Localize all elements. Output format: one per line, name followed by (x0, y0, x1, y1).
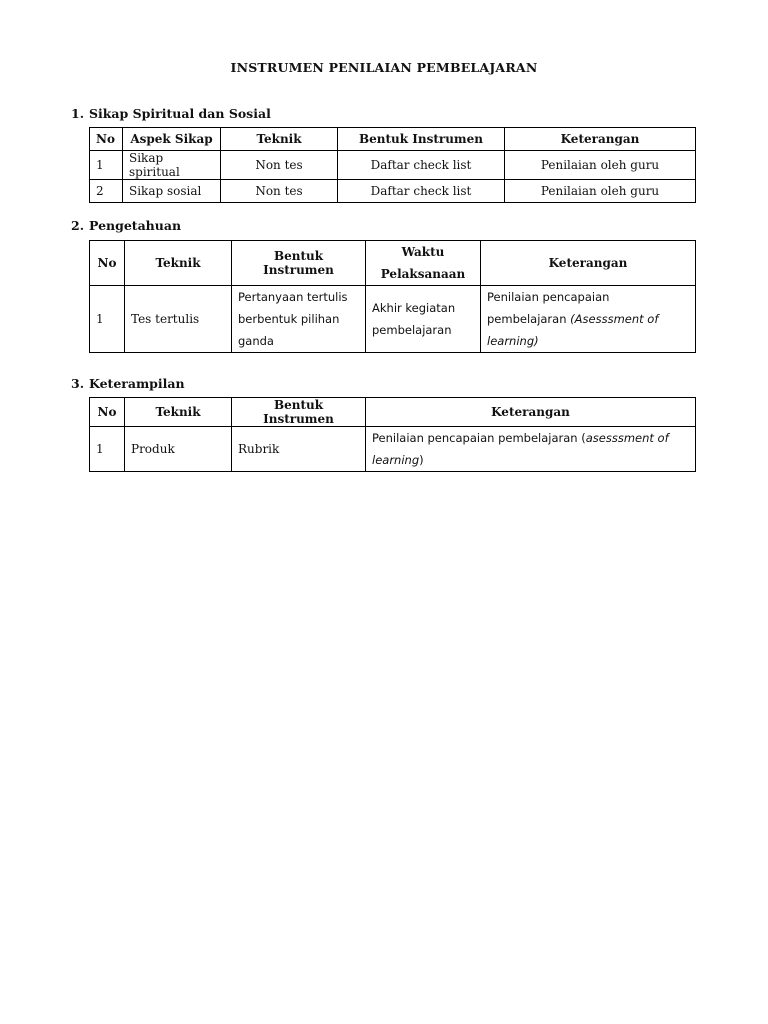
col-header-bentuk-instrumen: Bentuk Instrumen (232, 241, 366, 286)
page-title: INSTRUMEN PENILAIAN PEMBELAJARAN (230, 60, 538, 75)
keterangan-close: ) (419, 453, 424, 467)
cell-aspek-sikap: Sikap spiritual (123, 151, 221, 180)
cell-bentuk-instrumen: Pertanyaan tertulis berbentuk pilihan ganda (232, 286, 366, 353)
col-header-no: No (90, 128, 123, 151)
section-heading-keterampilan (71, 376, 185, 391)
col-header-keterangan: Keterangan (366, 398, 696, 427)
keterangan-italic-text: (Asesssment of learning) (487, 312, 659, 348)
section-title: Sikap Spiritual dan Sosial (89, 106, 271, 121)
keterangan-italic-text: asesssment of learning (372, 431, 669, 467)
cell-teknik: Tes tertulis (125, 286, 232, 353)
cell-no: 1 (90, 427, 125, 472)
col-header-teknik: Teknik (125, 241, 232, 286)
table-row (90, 286, 696, 353)
sikap-table (89, 127, 696, 203)
cell-teknik: Non tes (221, 151, 338, 180)
col-header-bentuk-instrumen: Bentuk Instrumen (232, 398, 366, 427)
cell-keterangan: Penilaian oleh guru (505, 180, 696, 203)
cell-keterangan (366, 427, 696, 472)
section-number: 2. (71, 218, 85, 233)
section-title: Pengetahuan (89, 218, 182, 233)
table-header-row (90, 128, 696, 151)
table-header-row (90, 398, 696, 427)
col-header-teknik: Teknik (125, 398, 232, 427)
col-header-waktu-pelaksanaan: Waktu Pelaksanaan (366, 241, 481, 286)
keterangan-text: Penilaian pencapaian pembelajaran ( (372, 431, 586, 445)
keterangan-text: Penilaian pencapaian pembelajaran (487, 290, 610, 326)
col-header-no: No (90, 241, 125, 286)
table-row (90, 151, 696, 180)
table-row (90, 180, 696, 203)
section-heading-pengetahuan (71, 218, 181, 233)
cell-waktu-pelaksanaan: Akhir kegiatan pembelajaran (366, 286, 481, 353)
col-header-keterangan: Keterangan (505, 128, 696, 151)
cell-keterangan (481, 286, 696, 353)
cell-bentuk-instrumen: Daftar check list (338, 151, 505, 180)
cell-no: 1 (90, 286, 125, 353)
cell-bentuk-instrumen: Daftar check list (338, 180, 505, 203)
cell-teknik: Non tes (221, 180, 338, 203)
section-heading-sikap (71, 106, 271, 121)
cell-teknik: Produk (125, 427, 232, 472)
cell-keterangan: Penilaian oleh guru (505, 151, 696, 180)
cell-bentuk-instrumen: Rubrik (232, 427, 366, 472)
col-header-aspek-sikap: Aspek Sikap (123, 128, 221, 151)
col-header-keterangan: Keterangan (481, 241, 696, 286)
section-number: 1. (71, 106, 85, 121)
col-header-teknik: Teknik (221, 128, 338, 151)
section-title: Keterampilan (89, 376, 185, 391)
cell-aspek-sikap: Sikap sosial (123, 180, 221, 203)
col-header-bentuk-instrumen: Bentuk Instrumen (338, 128, 505, 151)
section-number: 3. (71, 376, 85, 391)
table-header-row (90, 241, 696, 286)
cell-no: 2 (90, 180, 123, 203)
table-row (90, 427, 696, 472)
keterampilan-table (89, 397, 696, 472)
cell-no: 1 (90, 151, 123, 180)
col-header-no: No (90, 398, 125, 427)
pengetahuan-table (89, 240, 696, 353)
